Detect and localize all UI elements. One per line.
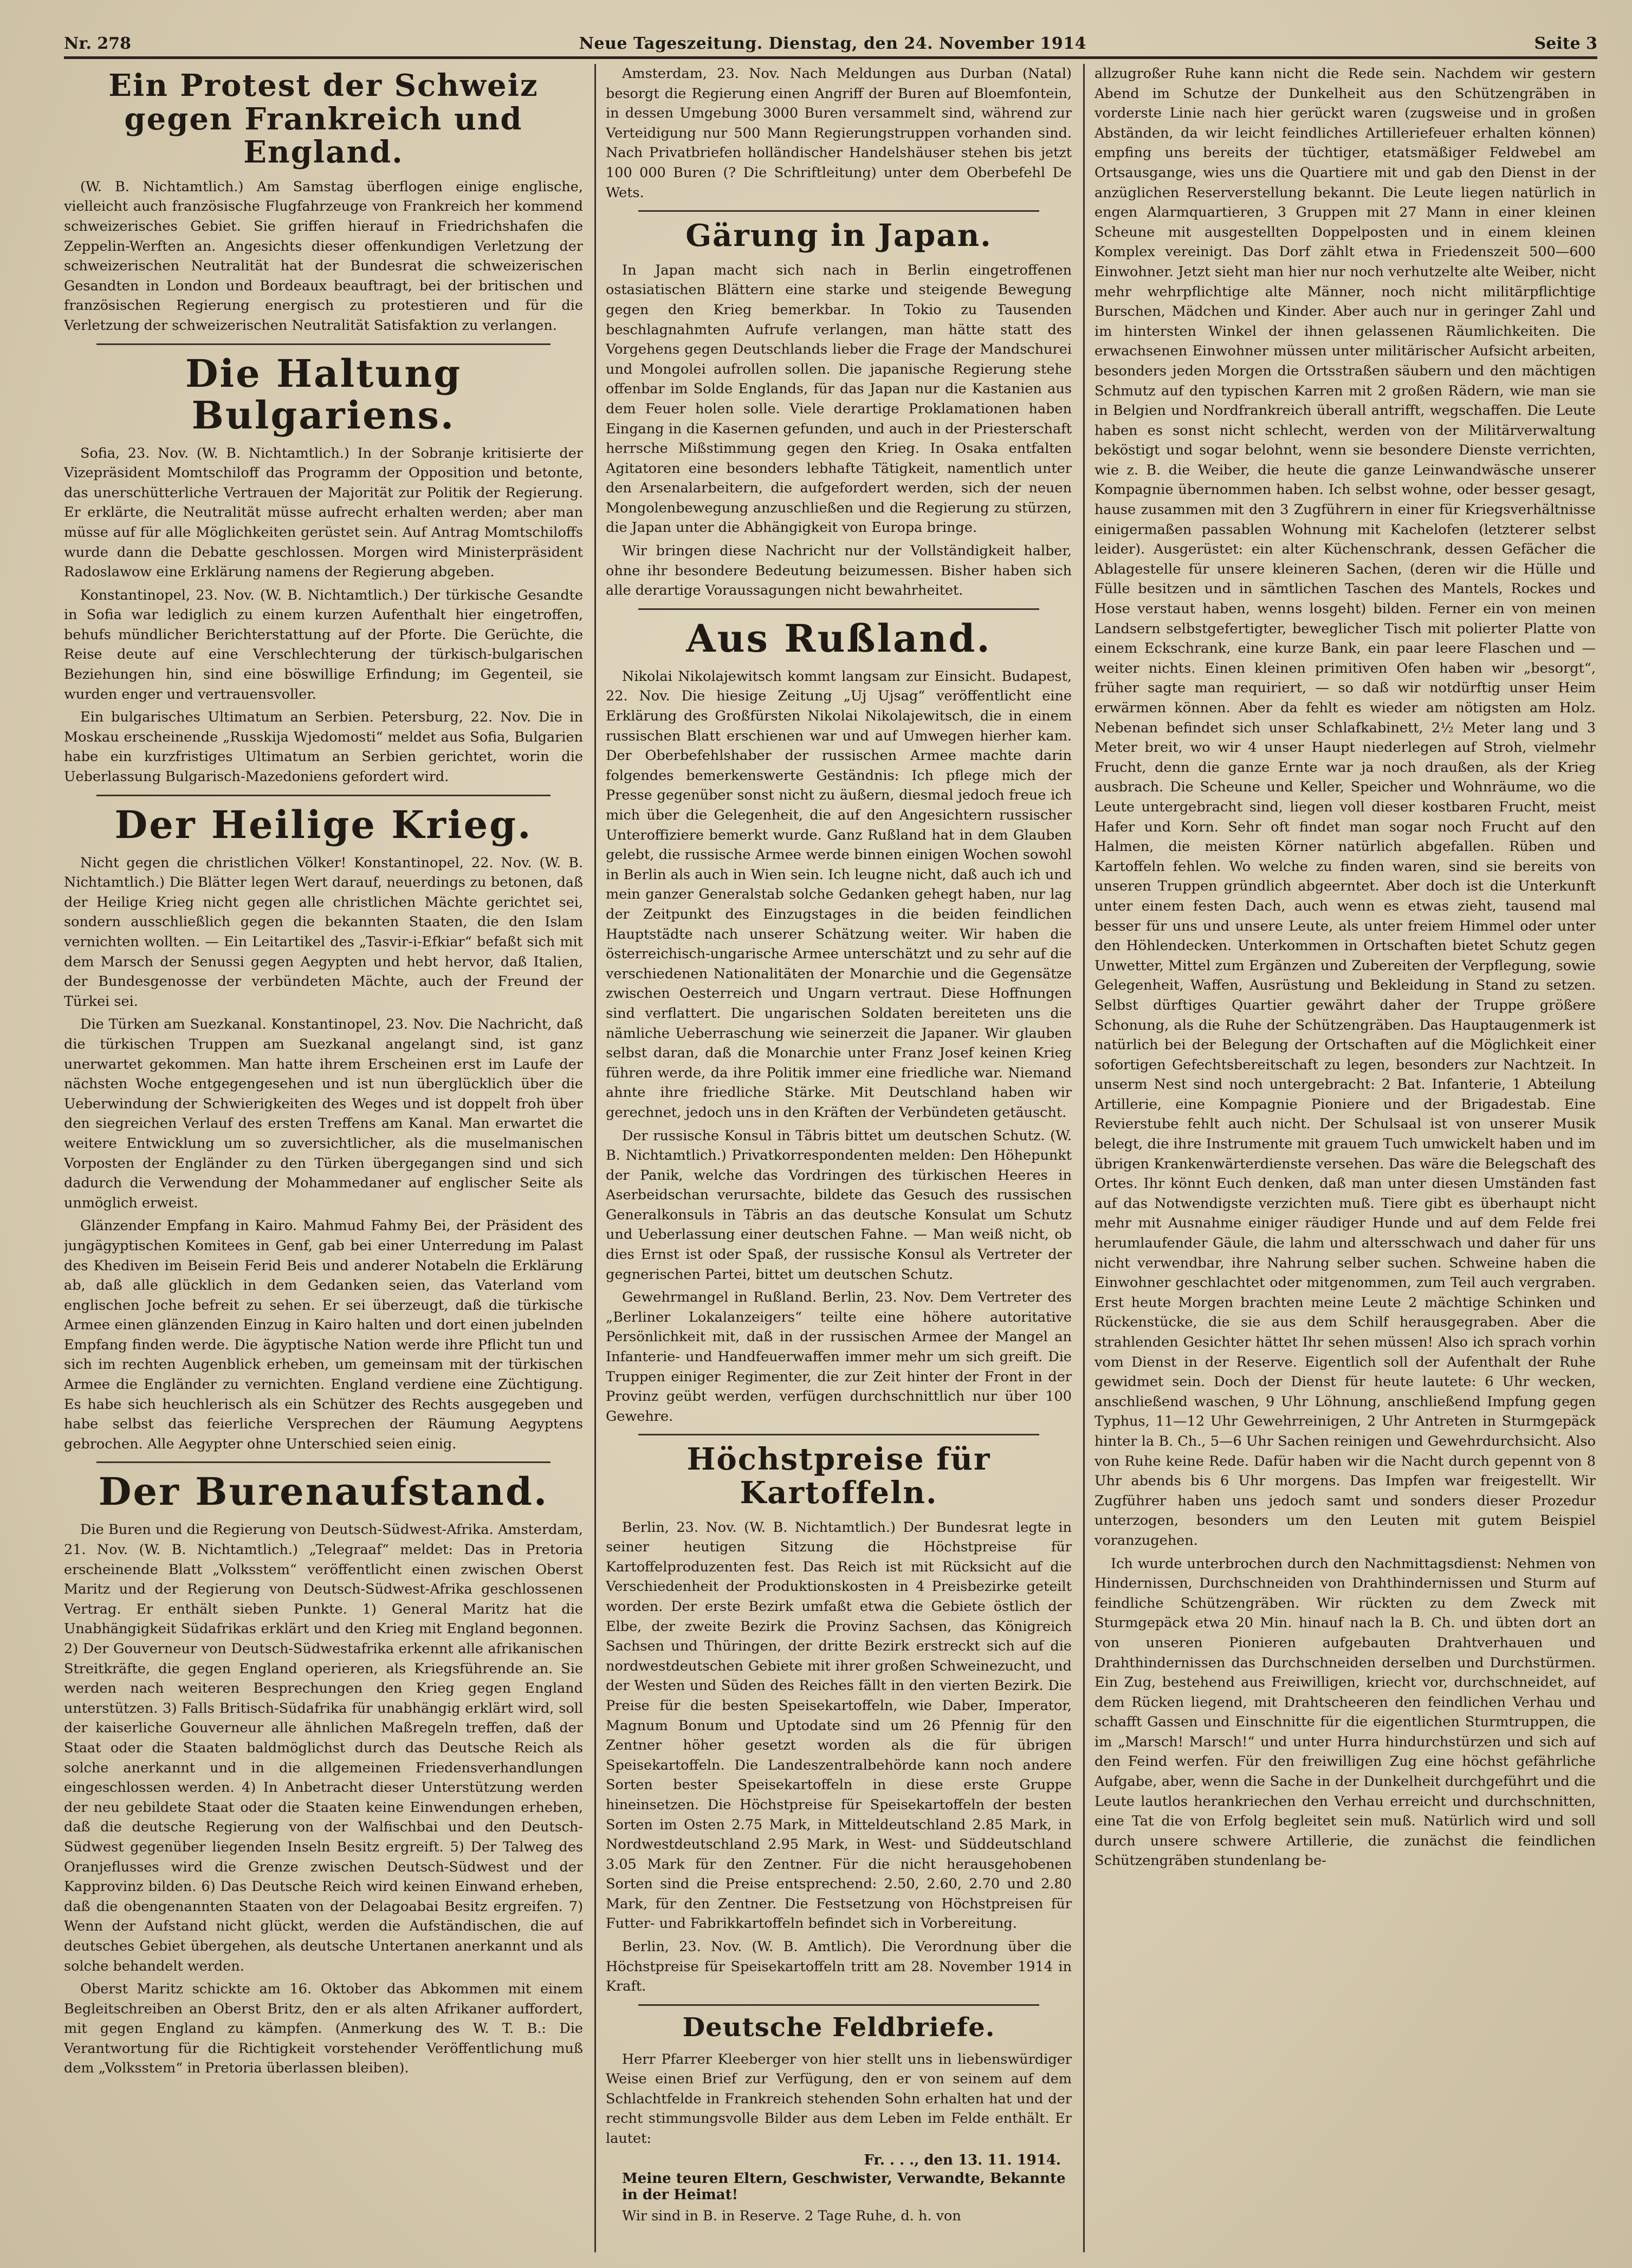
masthead	[64, 20, 1597, 59]
article-paragraph: Wir bringen diese Nachricht nur der Vollständigkeit halber, ohne ihr besondere Bedeutung beizumessen. Bisher haben sich alle derartige Voraussagungen nicht bewahrheitet.	[606, 543, 1072, 599]
column-2	[606, 64, 1072, 2247]
article-paragraph: Herr Pfarrer Kleeberger von hier stellt uns in liebenswürdiger Weise einen Brief zur Verfügung, den er von seinem auf dem Schlachtfelde in Frankreich stehenden Sohn erhalten hat und der recht stimmungsvolle Bilder aus dem Leben im Felde enthält. Er lautet:	[606, 2051, 1072, 2147]
article-paragraph: Ich wurde unterbrochen durch den Nachmittagsdienst: Nehmen von Hindernissen, Durchschneiden von Drahthindernissen und Sturm auf feindliche Schützengräben. Wir rückten zu dem Zweck mit Sturmgepäck etwa 20 Min. hinauf nach la B. Ch. und übten dort an von unseren Pionieren aufgebauten Drahtverhauen und Drahthindernissen das Durchschneiden derselben und Durchstürmen. Ein Zug, bestehend aus Freiwilligen, kriecht vor, durchschneidet, auf dem Rücken liegend, mit Drahtscheeren den feindlichen Verhau und schafft Gassen und Einschnitte für die eigentlichen Sturmtruppen, die im „Marsch! Marsch!“ und unter Hurra hindurchstürzen und sich auf den Feind werfen. Für den freiwilligen Zug eine höchst gefährliche Aufgabe, aber, wenn die Sache in der Dunkelheit durchgeführt und die Leute lautlos herankriechen den Verhau erreicht und durchschnitten, eine Tat die von Erfolg begleitet sein muß. Natürlich wird und soll durch unsere schwere Artillerie, die zunächst die feindlichen Schützengräben stundenlang be-	[1095, 1555, 1596, 1869]
article-paragraph: Wir sind in B. in Reserve. 2 Tage Ruhe, d. h. von	[622, 2207, 961, 2224]
divider	[96, 343, 551, 345]
article-paragraph: Glänzender Empfang in Kairo. Mahmud Fahmy Bei, der Präsident des jungägyptischen Komitees in Genf, gab bei einer Unterredung im Palast des Khediven im Beisein Ferid Beis und anderer Notabeln die Erklärung ab, daß alle glücklich in dem Gedanken seien, das Vaterland vom englischen Joche befreit zu sehen. Er sei überzeugt, daß die türkische Armee einen glänzenden Einzug in Kairo halten und dort einen jubelnden Empfang finden werde. Die ägyptische Nation werde ihre Pflicht tun und sich im rechten Augenblick erheben, um gemeinsam mit der türkischen Armee die Engländer zu vernichten. England verdiene eine Züchtigung. Es habe sich heuchlerisch als ein Schützer des Rechts ausgegeben und habe selbst das feierliche Versprechen der Räumung Aegyptens gebrochen. Alle Aegypter ohne Unterschied seien einig.	[64, 1218, 583, 1452]
article-paragraph: Sofia, 23. Nov. (W. B. Nichtamtlich.) In der Sobranje kritisierte der Vizepräsident Momtschiloff das Programm der Opposition und betonte, das unerschütterliche Vertrauen der Majorität zur Politik der Regierung. Er erklärte, die Neutralität müsse aufrecht erhalten werden; aber man müsse auf für alle Möglichkeiten gerüstet sein. Auf Antrag Momtschiloffs wurde dann die Debatte geschlossen. Morgen wird Ministerpräsident Radoslawow eine Erklärung namens der Regierung abgeben.	[64, 445, 583, 581]
article-paragraph: Konstantinopel, 23. Nov. (W. B. Nichtamtlich.) Der türkische Gesandte in Sofia war lediglich zu einem kurzen Aufenthalt hier eingetroffen, behufs mündlicher Berichterstattung auf der Pforte. Die Gerüchte, die Reise deute auf eine Verschlechterung der türkisch-bulgarischen Beziehungen hin, sind eine böswillige Erfindung; im Gegenteil, sie wurden enger und vertrauensvoller.	[64, 587, 583, 703]
page-number: Seite 3	[1534, 34, 1597, 53]
article-paragraph: Gewehrmangel in Rußland. Berlin, 23. Nov. Dem Vertreter des „Berliner Lokalanzeigers“ teilte eine höhere autoritative Persönlichkeit mit, daß in der russischen Armee der Mangel an Infanterie- und Handfeuerwaffen immer mehr um sich greift. Die Truppen einiger Regimenter, die zur Zeit hinter der Front in der Provinz geübt werden, verfügen durchschnittlich nur über 100 Gewehre.	[606, 1289, 1072, 1425]
article-paragraph: Amsterdam, 23. Nov. Nach Meldungen aus Durban (Natal) besorgt die Regierung einen Angriff der Buren auf Bloemfontein, in dessen Umgebung 3000 Buren versammelt sind, während zur Verteidigung nur 500 Mann Regierungstruppen vorhanden sind. Nach Privatbriefen holländischer Handelshäuser stehen bis jetzt 100 000 Buren (? Die Schriftleitung) unter dem Oberbefehl De Wets.	[606, 66, 1072, 201]
article-paragraph: Nicht gegen die christlichen Völker! Konstantinopel, 22. Nov. (W. B. Nichtamtlich.) Die Blätter legen Wert darauf, neuerdings zu betonen, daß der Heilige Krieg nicht gegen alle christlichen Mächte gerichtet sei, sondern ausschließlich gegen die bekannten Staaten, die den Islam vernichten wollten. — Ein Leitartikel des „Tasvir-i-Efkiar“ befaßt sich mit dem Marsch der Senussi gegen Aegypten und hebt hervor, daß Italien, der Bundesgenosse der verbündeten Mächte, auch der Freund der Türkei sei.	[64, 854, 583, 1010]
article-paragraph: Berlin, 23. Nov. (W. B. Amtlich). Die Verordnung über die Höchstpreise für Speisekartoffeln tritt am 28. November 1914 in Kraft.	[606, 1939, 1072, 1995]
article-paragraph: allzugroßer Ruhe kann nicht die Rede sein. Nachdem wir gestern Abend im Schutze der Dunkelheit aus den Schützengräben in vorderste Linie nach hier gerückt waren (zugsweise und in großen Abständen, da wir leicht feindliches Artilleriefeuer erhalten können) empfing uns bereits der tüchtiger, etatsmäßiger Feldwebel am Ortsausgange, wies uns die Quartiere mit und gab den Dienst in der anzüglichen Reserverstellung bekannt. Die Leute liegen natürlich in engen Alarmquartieren, 3 Gruppen mit 27 Mann in einer kleinen Scheune mit ausgestellten Doppelposten und in einem kleinen Komplex vereinigt. Das Dorf zählt etwa in Friedenszeit 500—600 Einwohner. Jetzt sieht man hier nur noch verhutzelte alte Weiber, nicht mehr wehrpflichtige alte Männer, noch nicht militärpflichtige Burschen, Mädchen und Kinder. Aber auch nur in geringer Zahl und im hintersten Winkel der ihnen gelassenen Räumlichkeiten. Die erwachsenen Einwohner müssen unter militärischer Aufsicht arbeiten, besonders jeden Morgen die Ortsstraßen säubern und den mächtigen Schmutz auf den typischen Karren mit 2 großen Rädern, wie man sie in Belgien und Nordfrankreich überall antrifft, wegschaffen. Die Leute haben es sonst nicht schlecht, werden von der Militärverwaltung beköstigt und sogar belohnt, wenn sie besondere Dienste verrichten, wie z. B. die Weiber, die heute die ganze Leinwandwäsche unserer Kompagnie übernommen haben. Ich selbst wohne, oder besser gesagt, hause zusammen mit den 3 Zugführern in einer für Kriegsverhältnisse einigermaßen passablen Wohnung mit Kachelofen (letzterer selbst leider). Ausgerüstet: ein alter Küchenschrank, dessen Gefächer die Ablagestelle für unsere kleineren Sachen, (deren wir die Hülle und Fülle besitzen und in sämtlichen Taschen des Mantels, Rockes und Hose verstaut haben, wenns losgeht) bilden. Ferner ein von meinen Landsern selbstgefertigter, beweglicher Tisch mit polierter Platte von einem Eckschrank, eine kurze Bank, ein paar leere Flaschen und — weiter nichts. Einen kleinen primitiven Ofen haben wir „besorgt“, früher sagte man requiriert, — so daß wir notdürftig unser Heim erwärmen können. Aber da fehlt es wieder am nötigsten am Holz. Nebenan befindet sich unser Schlafkabinett, 2½ Meter lang und 3 Meter breit, wo wir 4 unser Haupt niederlegen auf Stroh, vielmehr Frucht, denn die ganze Ernte war ja noch draußen, als der Krieg ausbrach. Die Scheune und Keller, Speicher und Wohnräume, wo die Leute untergebracht sind, liegen voll dieser kostbaren Frucht, meist Hafer und Korn. Sehr oft findet man sogar noch Frucht auf den Halmen, die meisten Körner natürlich abgefallen. Rüben und Kartoffeln fehlen. Wo welche zu finden waren, sind sie bereits von unseren Truppen gründlich abgeerntet. Aber doch ist die Unterkunft unter einem festen Dach, auch wenn es etwas zieht, tausend mal besser für uns und unsere Leute, als unter freiem Himmel oder unter den Höhlendecken. Unterkommen in Ortschaften bietet Schutz gegen Unwetter, Mittel zum Ergänzen und Zubereiten der Verpflegung, sowie Gelegenheit, Waffen, Ausrüstung und Bekleidung in Stand zu setzen. Selbst dürftiges Quartier gewährt daher der Truppe größere Schonung, als die Ruhe der Schützengräben. Das Hauptaugenmerk ist natürlich bei der Belegung der Ortschaften auf die Möglichkeit einer sofortigen Gefechtsbereitschaft zu legen, besonders zur Nachtzeit. In unserm Nest sind noch untergebracht: 2 Bat. Infanterie, 1 Abteilung Artillerie, eine Kompagnie Pioniere und der Brigadestab. Eine Revierstube fehlt auch nicht. Der Schulsaal ist von unserer Musik belegt, die ihre Instrumente mit grauem Tuch umwickelt haben und im übrigen Krankenwärterdienste versehen. Das wäre die Belegschaft des Ortes. Ihr könnt Euch denken, daß man unter diesen Umständen fast auf das Notwendigste verzichten muß. Tiere gibt es überhaupt nicht mehr mit Ausnahme einiger räudiger Hunde und auf dem Felde frei herumlaufender Gäule, die lahm und altersschwach und daher für uns nicht verwendbar, ihre Nahrung selber suchen. Schweine haben die Einwohner geschlachtet oder mitgenommen, zum Teil auch vergraben. Erst heute Morgen brachten meine Leute 2 mächtige Schinken und Rückenstücke, die sie aus dem Schilf herausgegraben. Aber die strahlenden Gesichter hättet Ihr sehen müssen! Also ich sprach vorhin vom Dienst in der Reserve. Eigentlich soll der Aufenthalt der Ruhe gewidmet sein. Doch der Dienst für heute lautete: 6 Uhr wecken, anschließend waschen, 9 Uhr Löhnung, anschließend Impfung gegen Typhus, 11—12 Uhr Gewehrreinigen, 2 Uhr Antreten in Sturmgepäck hinter la B. Ch., 5—6 Uhr Sachen reinigen und Gewehrdurchsicht. Also von Ruhe keine Rede. Dafür haben wir die Nacht durch gepennt von 8 Uhr abends bis 6 Uhr morgens. Das Impfen war freigestellt. Wir Zugführer haben uns jedoch samt und sonders dieser Prozedur unterzogen, besonders um den Leuten mit gutem Beispiel voranzugehen.	[1095, 66, 1596, 1549]
issue-number: Nr. 278	[64, 34, 131, 53]
column-3	[1095, 64, 1596, 2247]
headline-heiliger-krieg: Der Heilige Krieg.	[114, 802, 533, 847]
article-paragraph: Die Buren und die Regierung von Deutsch-Südwest-Afrika. Amsterdam, 21. Nov. (W. B. Nichtamtlich.) „Telegraaf“ meldet: Das in Pretoria erscheinende Blatt „Volksstem“ veröffentlicht einen zwischen Oberst Maritz und der Regierung von Deutsch-Südwest-Afrika geschlossenen Vertrag. Er enthält sieben Punkte. 1) General Maritz hat die Unabhängigkeit Südafrikas erklärt und den Krieg mit England begonnen. 2) Der Gouverneur von Deutsch-Südwestafrika erkennt alle afrikanischen Streitkräfte, die gegen England operieren, als Kriegsführende an. Sie werden nach weiteren Besprechungen den Krieg gegen England unterstützen. 3) Falls Britisch-Südafrika für unabhängig erklärt wird, soll der kaiserliche Gouverneur alle ähnlichen Maßregeln treffen, daß der Staat oder die Staaten baldmöglichst durch das Deutsche Reich als solche anerkannt und in die allgemeinen Friedensverhandlungen eingeschlossen werden. 4) In Anbetracht dieser Unterstützung werden der neu gebildete Staat oder die Staaten keine Einwendungen erheben, daß die deutsche Regierung von der Walfischbai und den Deutsch-Südwest gegenüber liegenden Inseln Besitz ergreift. 5) Der Talweg des Oranjeflusses wird die Grenze zwischen Deutsch-Südwest und der Kapprovinz bilden. 6) Das Deutsche Reich wird keinen Einwand erheben, daß die obengenannten Staaten von der Delagoabai Besitz ergreifen. 7) Wenn der Aufstand nicht glückt, werden die Aufständischen, die auf deutsches Gebiet übergehen, als deutsche Untertanen anerkannt und als solche behandelt werden.	[64, 1522, 583, 1974]
headline-japan: Gärung in Japan.	[685, 218, 992, 254]
article-paragraph: Die Türken am Suezkanal. Konstantinopel, 23. Nov. Die Nachricht, daß die türkischen Truppen am Suezkanal angelangt sind, ist ganz unerwartet gekommen. Man hatte ihrem Erscheinen erst im Laufe der nächsten Woche entgegengesehen und ist nun überglücklich über die Ueberwindung der Schwierigkeiten des Weges und ist doppelt froh über den siegreichen Verlauf des ersten Treffens am Kanal. Man erwartet die weitere Entwicklung um so zuversichtlicher, als die muselmanischen Vorposten der Engländer zu den Türken übergegangen sind und sich dadurch die Verwendung der Mohammedaner auf englischer Seite als unmöglich erweist.	[64, 1016, 583, 1211]
divider	[638, 1434, 1039, 1435]
column-rule	[594, 64, 596, 2252]
headline-russland: Aus Rußland.	[686, 615, 992, 661]
divider	[96, 795, 551, 796]
article-paragraph: Oberst Maritz schickte am 16. Oktober das Abkommen mit einem Begleitschreiben an Oberst Britz, den er als alten Afrikaner auffordert, mit gegen England zu kämpfen. (Anmerkung des W. T. B.: Die Verantwortung für die Richtigkeit vorstehender Veröffentlichung muß dem „Volksstem“ in Pretoria überlassen bleiben).	[64, 1981, 583, 2077]
article-paragraph: Der russische Konsul in Täbris bittet um deutschen Schutz. (W. B. Nichtamtlich.) Privatkorrespondenten melden: Den Höhepunkt der Panik, welche das Vordringen des türkischen Heeres in Aserbeidschan verursachte, bildete das Gesuch des russischen Generalkonsuls in Täbris an das deutsche Konsulat um Schutz und Ueberlassung einer deutschen Fahne. — Man weiß nicht, ob dies Ernst ist oder Spaß, der russische Konsul als Vertreter der gegnerischen Partei, bittet um deutschen Schutz.	[606, 1127, 1072, 1283]
divider	[638, 210, 1039, 212]
article-paragraph: In Japan macht sich nach in Berlin eingetroffenen ostasiatischen Blättern eine starke und steigende Bewegung gegen den Krieg bemerkbar. In Tokio zu Tausenden beschlagnahmten Aufrufe verlangen, man hätte statt des Vorgehens gegen Deutschlands lieber die Frage der Mandschurei und Mongolei aufrollen sollen. Die japanische Regierung stehe offenbar im Solde Englands, für das Japan nur die Kastanien aus dem Feuer holen solle. Viele derartige Proklamationen haben Eingang in die Kasernen gefunden, und auch in der Priesterschaft herrsche Mißstimmung gegen den Krieg. In Osaka entfalten Agitatoren eine besonders lebhafte Tätigkeit, namentlich unter den Arsenalarbeitern, die aufgefordert werden, sich der neuen Mongolenbewegung anzuschließen und die Regierung zu stürzen, die Japan unter die Abhängigkeit von Europa bringe.	[606, 262, 1072, 536]
article-paragraph: Berlin, 23. Nov. (W. B. Nichtamtlich.) Der Bundesrat legte in seiner heutigen Sitzung die Höchstpreise für Kartoffelproduzenten fest. Das Reich ist mit Rücksicht auf die Verschiedenheit der Produktionskosten in 4 Preisbezirke geteilt worden. Der erste Bezirk umfaßt etwa die Gebiete östlich der Elbe, der zweite Bezirk die Provinz Sachsen, das Königreich Sachsen und Thüringen, der dritte Bezirk erstreckt sich auf die nordwestdeutschen Gebiete mit ihrer großen Schweinezucht, und der Westen und Süden des Reiches fällt in den vierten Bezirk. Die Preise für die besten Speisekartoffeln, wie Daber, Imperator, Magnum Bonum und Uptodate sind um 26 Pfennig für den Zentner höher gesetzt worden als die für übrigen Speisekartoffeln. Die Landeszentralbehörde kann noch andere Sorten bester Speisekartoffeln in diese erste Gruppe hineinsetzen. Die Höchstpreise für Speisekartoffeln der besten Sorten im Osten 2.75 Mark, in Mitteldeutschland 2.85 Mark, in Nordwestdeutschland 2.95 Mark, in West- und Süddeutschland 3.05 Mark für den Zentner. Für die nicht herausgehobenen Sorten sind die Preise entsprechend: 2.50, 2.60, 2.70 und 2.80 Mark, für den Zentner. Die Festsetzung von Höchstpreisen für Futter- und Fabrikkartoffeln befindet sich in Vorbereitung.	[606, 1519, 1072, 1932]
column-rule	[1083, 64, 1085, 2252]
headline-kartoffeln: Höchstpreise für Kartoffeln.	[687, 1441, 991, 1511]
column-1	[64, 64, 583, 2247]
headline-burenaufstand: Der Burenaufstand.	[98, 1469, 549, 1515]
article-paragraph: Nikolai Nikolajewitsch kommt langsam zur Einsicht. Budapest, 22. Nov. Die hiesige Zeitung „Uj Ujsag“ veröffentlicht eine Erklärung des Großfürsten Nikolai Nikolajewitsch, die in einem russischen Blatt erschienen war und auf Umwegen hierher kam. Der Oberbefehlshaber der russischen Armee machte darin folgendes bemerkenswerte Geständnis: Ich pflege mich der Presse gegenüber sonst nicht zu äußern, diesmal jedoch freue ich mich über die Gelegenheit, die auf den Angesichtern russischer Unteroffiziere bemerkt wurde. Ganz Rußland hat in dem Glauben gelebt, die russische Armee werde binnen einigen Wochen sowohl in Berlin als auch in Wien sein. Ich leugne nicht, daß auch ich und mein ganzer Generalstab solche Gedanken gehegt haben, nur lag der Zeitpunkt des Einzugstages in die beiden feindlichen Hauptstädte nach unserer Schätzung weiter. Wir haben die österreichisch-ungarische Armee unterschätzt und zu sehr auf die verschiedenen Nationalitäten der Monarchie und die Gegensätze zwischen Oesterreich und Ungarn vertraut. Diese Hoffnungen sind verflattert. Die ungarischen Soldaten bereiteten uns die nämliche Ueberraschung wie seinerzeit die Japaner. Wir glauben selbst daran, daß die Monarchie unter Franz Josef keinen Krieg führen werde, da ihre Politik immer eine friedliche war. Niemand ahnte ihre friedliche Stärke. Mit Deutschland haben wir gerechnet, jedoch uns in den Kräften der Verbündeten getäuscht.	[606, 668, 1072, 1121]
article-paragraph: (W. B. Nichtamtlich.) Am Samstag überflogen einige englische, vielleicht auch französische Flugfahrzeuge von Frankreich her kommend schweizerisches Gebiet. Sie griffen hierauf in Friedrichshafen die Zeppelin-Werften an. Angesichts dieser offenkundigen Verletzung der schweizerischen Neutralität hat der Bundesrat die schweizerischen Gesandten in London und Bordeaux beauftragt, bei der britischen und französischen Regierung energisch zu protestieren und für die Verletzung der schweizerischen Neutralität Satisfaktion zu verlangen.	[64, 178, 583, 334]
headline-feldbriefe: Deutsche Feldbriefe.	[682, 2012, 995, 2043]
divider	[638, 608, 1039, 610]
divider	[96, 1461, 551, 1463]
divider	[638, 2004, 1039, 2006]
newspaper-title-date: Neue Tageszeitung. Dienstag, den 24. November 1914	[579, 34, 1086, 53]
letter-dateline: Fr. . . ., den 13. 11. 1914.	[864, 2152, 1061, 2168]
article-paragraph: Ein bulgarisches Ultimatum an Serbien. Petersburg, 22. Nov. Die in Moskau erscheinende „Russkija Wjedomosti“ meldet aus Sofia, Bulgarien habe ein kurzfristiges Ultimatum an Serbien gerichtet, worin die Ueberlassung Bulgarisch-Mazedoniens gefordert wird.	[64, 709, 583, 785]
headline-bulgarien: Die Haltung Bulgariens.	[185, 350, 462, 438]
headline-protest: Ein Protest der Schweiz gegen Frankreich und England.	[108, 68, 539, 171]
letter-salutation: Meine teuren Eltern, Geschwister, Verwandte, Bekannte in der Heimat!	[622, 2170, 1066, 2203]
